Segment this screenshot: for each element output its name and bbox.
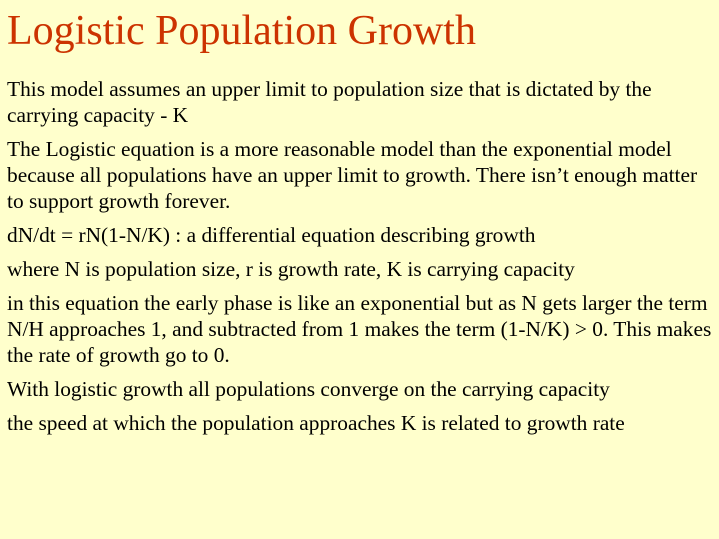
slide-body	[7, 76, 713, 444]
paragraph-approach-speed: the speed at which the population approaches K is related to growth rate	[7, 411, 625, 435]
paragraph-differential-equation: dN/dt = rN(1-N/K) : a differential equation describing growth	[7, 223, 536, 247]
paragraph-logistic-vs-exponential: The Logistic equation is a more reasonable model than the exponential model because all populations have an upper limit to growth. There isn’t enough matter to support growth forever.	[7, 137, 698, 213]
paragraph-convergence: With logistic growth all populations converge on the carrying capacity	[7, 377, 610, 401]
slide-title: Logistic Population Growth	[7, 8, 476, 54]
paragraph-variable-definitions: where N is population size, r is growth rate, K is carrying capacity	[7, 257, 575, 281]
paragraph-carrying-capacity: This model assumes an upper limit to population size that is dictated by the carrying capacity - K	[7, 77, 652, 127]
paragraph-early-phase-explanation: in this equation the early phase is like an exponential but as N gets larger the term N/H approaches 1, and subtracted from 1 makes the term (1-N/K) > 0. This makes the rate of growth go to 0.	[7, 291, 712, 367]
